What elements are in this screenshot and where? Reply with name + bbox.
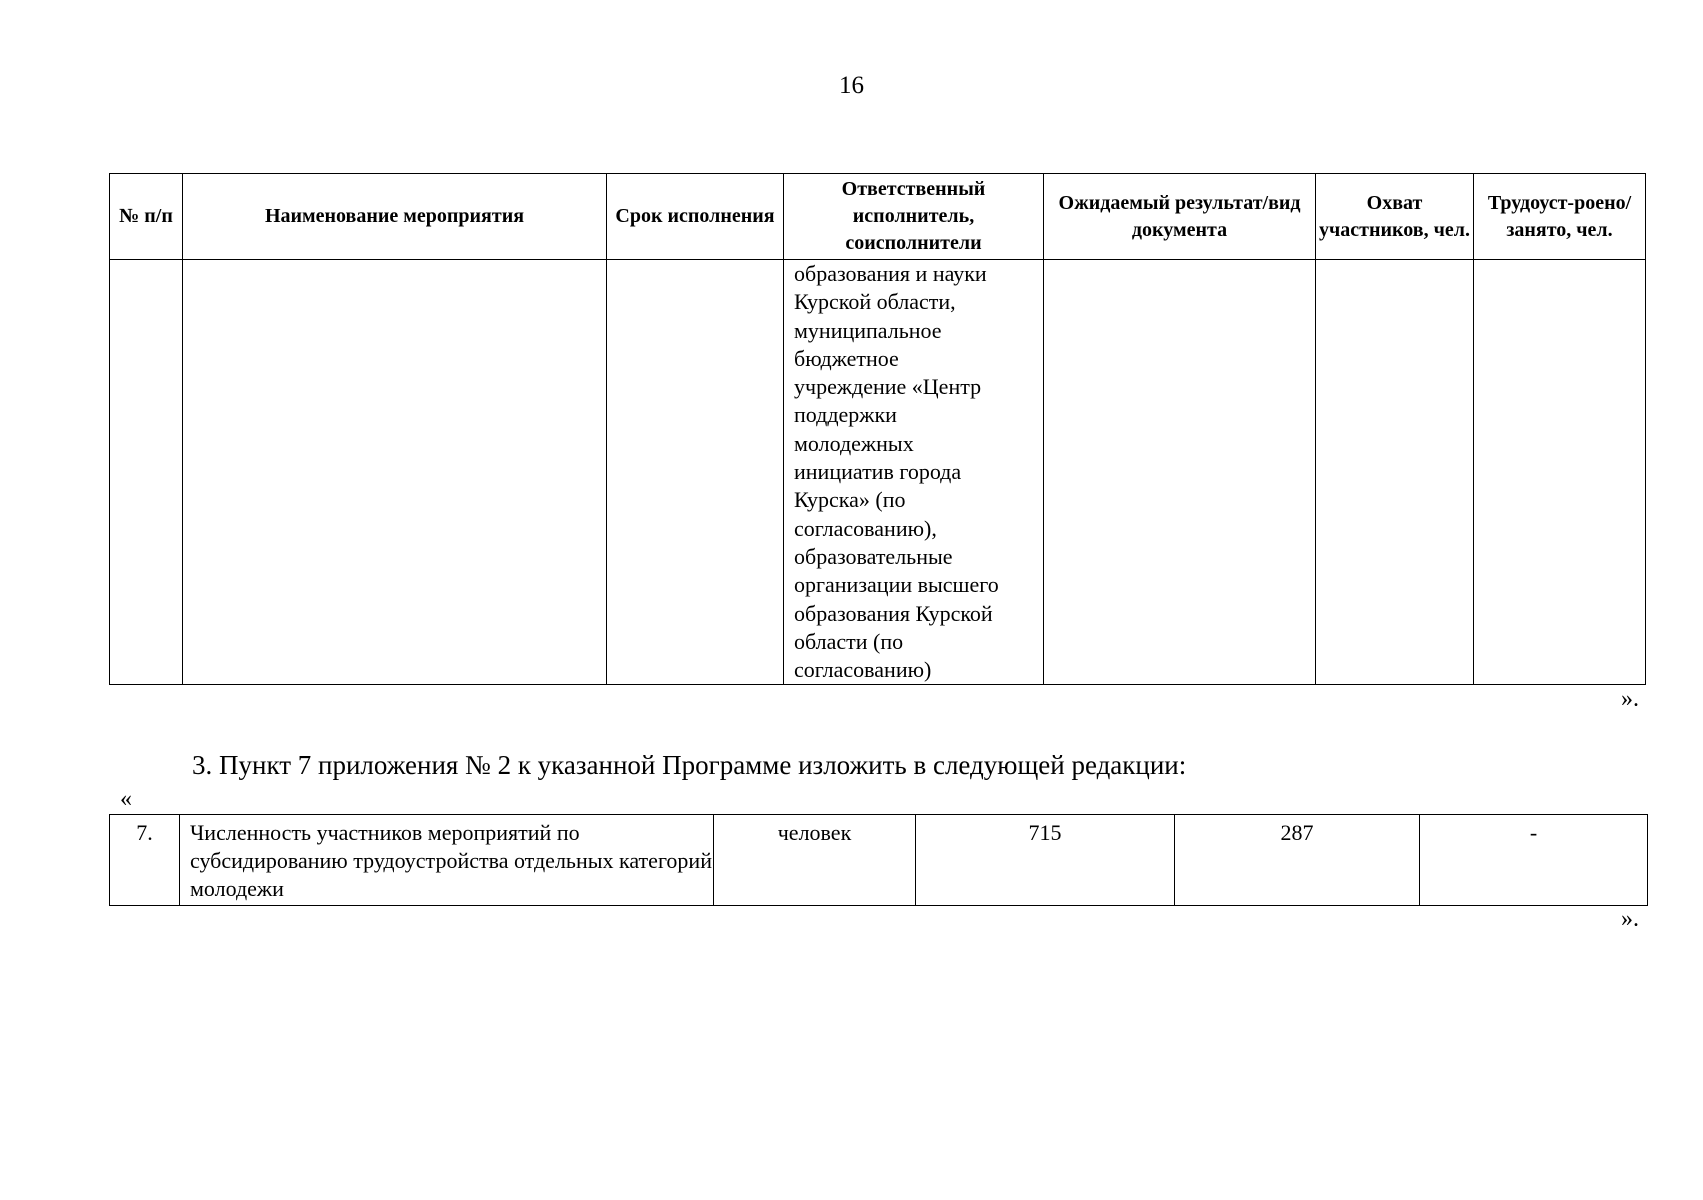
- executor-line: Курска» (по: [794, 487, 906, 513]
- executor-line: образовательные: [794, 543, 953, 569]
- executor-line: бюджетное: [794, 345, 899, 371]
- cell-participants-coverage: [1316, 260, 1474, 685]
- executor-line: образования Курской: [794, 600, 993, 626]
- cell-employed: [1474, 260, 1646, 685]
- executor-line: инициатив города: [794, 459, 962, 485]
- header-activity-name: Наименование мероприятия: [183, 174, 607, 260]
- executor-line: Курской области,: [794, 289, 956, 315]
- opening-quote: «: [120, 786, 132, 812]
- header-participants-coverage: Охват участников, чел.: [1316, 174, 1474, 260]
- indicator-table: [109, 814, 1648, 906]
- indicator-value-3: -: [1420, 815, 1648, 906]
- row-number: 7.: [110, 815, 180, 906]
- executor-line: образования и науки: [794, 261, 987, 286]
- activities-table: [109, 173, 1646, 685]
- cell-activity-name: [183, 260, 607, 685]
- header-deadline: Срок исполнения: [607, 174, 784, 260]
- table-header-row: [110, 174, 1646, 260]
- point-heading: 3. Пункт 7 приложения № 2 к указанной Программе изложить в следующей редакции:: [192, 750, 1187, 780]
- cell-deadline: [607, 260, 784, 685]
- executor-line: области (по: [794, 628, 904, 654]
- closing-quote: ».: [1621, 686, 1639, 712]
- executor-line: поддержки: [794, 402, 897, 428]
- table-row: [110, 815, 1648, 906]
- cell-responsible-executor: [784, 260, 1044, 685]
- unit-of-measure: человек: [714, 815, 916, 906]
- cell-number: [110, 260, 183, 685]
- header-number: № п/п: [110, 174, 183, 260]
- executor-line: муниципальное: [794, 317, 942, 343]
- page-number: 16: [839, 72, 864, 99]
- executor-line: согласованию): [794, 657, 932, 683]
- indicator-name: Численность участников мероприятий по субсидированию трудоустройства отдельных категорий молодежи: [180, 815, 714, 906]
- closing-quote: ».: [1621, 906, 1639, 932]
- indicator-value-1: 715: [916, 815, 1175, 906]
- executor-line: учреждение «Центр: [794, 374, 982, 400]
- executor-line: молодежных: [794, 430, 914, 456]
- header-expected-result: Ожидаемый результат/вид документа: [1044, 174, 1316, 260]
- executor-line: организации высшего: [794, 572, 999, 598]
- header-employed: Трудоуст-роено/занято, чел.: [1474, 174, 1646, 260]
- cell-expected-result: [1044, 260, 1316, 685]
- indicator-value-2: 287: [1175, 815, 1420, 906]
- executor-line: согласованию),: [794, 515, 937, 541]
- header-responsible-executor: Ответственный исполнитель, соисполнители: [784, 174, 1044, 260]
- table-row: [110, 260, 1646, 685]
